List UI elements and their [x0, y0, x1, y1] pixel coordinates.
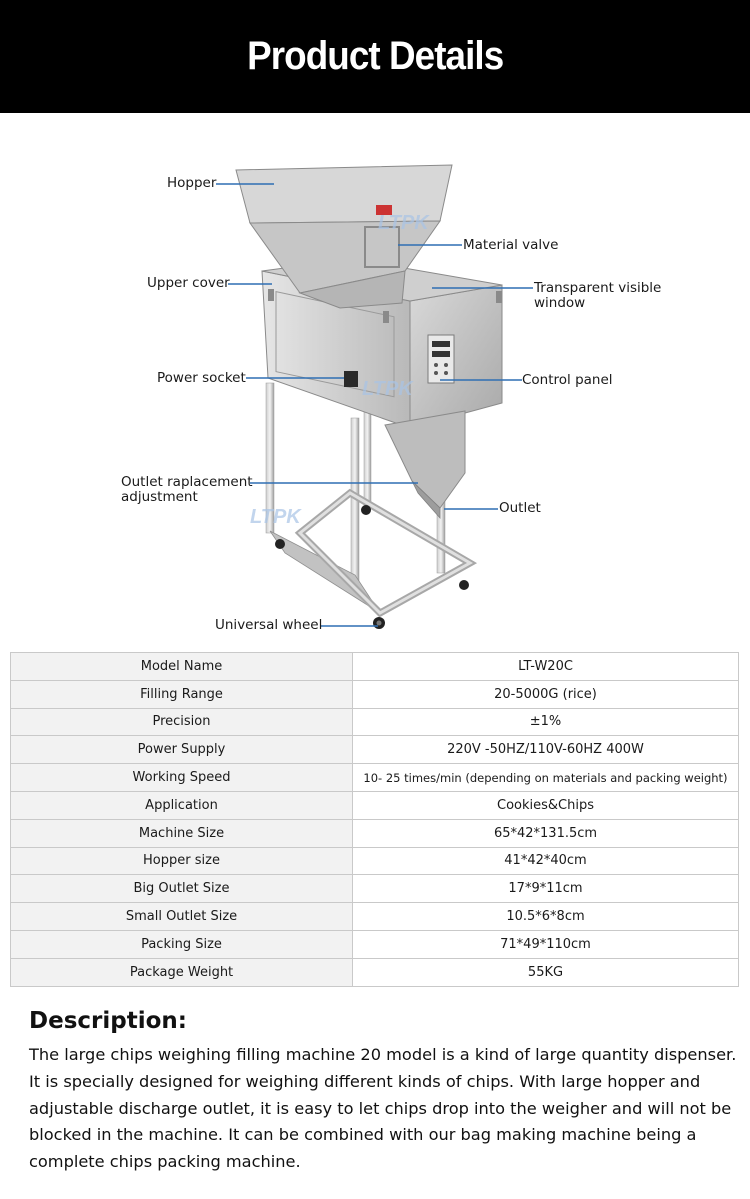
- label-upper-cover: Upper cover: [147, 275, 230, 291]
- table-row: [11, 791, 739, 819]
- spec-key: Machine Size: [11, 819, 353, 847]
- label-material-valve: Material valve: [463, 237, 559, 253]
- spec-key: Big Outlet Size: [11, 875, 353, 903]
- spec-value: 65*42*131.5cm: [353, 819, 739, 847]
- label-outlet: Outlet: [499, 500, 541, 516]
- label-transparent-window: Transparent visible window: [534, 280, 662, 311]
- spec-value: LT-W20C: [353, 653, 739, 681]
- table-row: [11, 847, 739, 875]
- spec-key: Working Speed: [11, 764, 353, 792]
- watermark: LTPK: [362, 378, 413, 400]
- table-row: [11, 903, 739, 931]
- machine-diagram: [0, 113, 750, 648]
- spec-key: Hopper size: [11, 847, 353, 875]
- spec-key: Filling Range: [11, 680, 353, 708]
- description-body: The large chips weighing filling machine 20 model is a kind of large quantity dispenser. It is specially designed for weighing different kinds of chips. With large hopper and adjustable discharge outlet, it is easy to let chips drop into the weigher and will not be blocked in the machine. It can be combined with our bag making machine being a complete chips packing machine.: [29, 1045, 737, 1172]
- page-header: [0, 0, 750, 113]
- label-power-socket: Power socket: [157, 370, 246, 386]
- spec-key: Model Name: [11, 653, 353, 681]
- label-control-panel: Control panel: [522, 372, 613, 388]
- spec-key: Application: [11, 791, 353, 819]
- table-row: [11, 764, 739, 792]
- page-title: Product Details: [246, 34, 504, 78]
- spec-value: 41*42*40cm: [353, 847, 739, 875]
- table-row: [11, 680, 739, 708]
- spec-value: 20-5000G (rice): [353, 680, 739, 708]
- spec-key: Packing Size: [11, 930, 353, 958]
- spec-value: 10- 25 times/min (depending on materials and packing weight): [353, 764, 739, 792]
- description-title: Description:: [29, 1008, 187, 1034]
- table-row: [11, 930, 739, 958]
- label-universal-wheel: Universal wheel: [215, 617, 323, 633]
- table-row: [11, 653, 739, 681]
- watermark: LTPK: [250, 506, 301, 528]
- table-row: [11, 875, 739, 903]
- spec-value: Cookies&Chips: [353, 791, 739, 819]
- table-row: [11, 819, 739, 847]
- spec-key: Package Weight: [11, 958, 353, 986]
- spec-value: 17*9*11cm: [353, 875, 739, 903]
- watermark: LTPK: [378, 212, 429, 234]
- table-row: [11, 736, 739, 764]
- label-outlet-adjustment: Outlet raplacement adjustment: [121, 474, 253, 505]
- spec-value: ±1%: [353, 708, 739, 736]
- spec-value: 220V -50HZ/110V-60HZ 400W: [353, 736, 739, 764]
- spec-key: Power Supply: [11, 736, 353, 764]
- table-row: [11, 708, 739, 736]
- machine-illustration: [0, 113, 750, 648]
- spec-key: Small Outlet Size: [11, 903, 353, 931]
- label-hopper: Hopper: [167, 175, 217, 191]
- spec-key: Precision: [11, 708, 353, 736]
- table-row: [11, 958, 739, 986]
- spec-value: 10.5*6*8cm: [353, 903, 739, 931]
- spec-table: [10, 652, 739, 987]
- spec-value: 55KG: [353, 958, 739, 986]
- spec-value: 71*49*110cm: [353, 930, 739, 958]
